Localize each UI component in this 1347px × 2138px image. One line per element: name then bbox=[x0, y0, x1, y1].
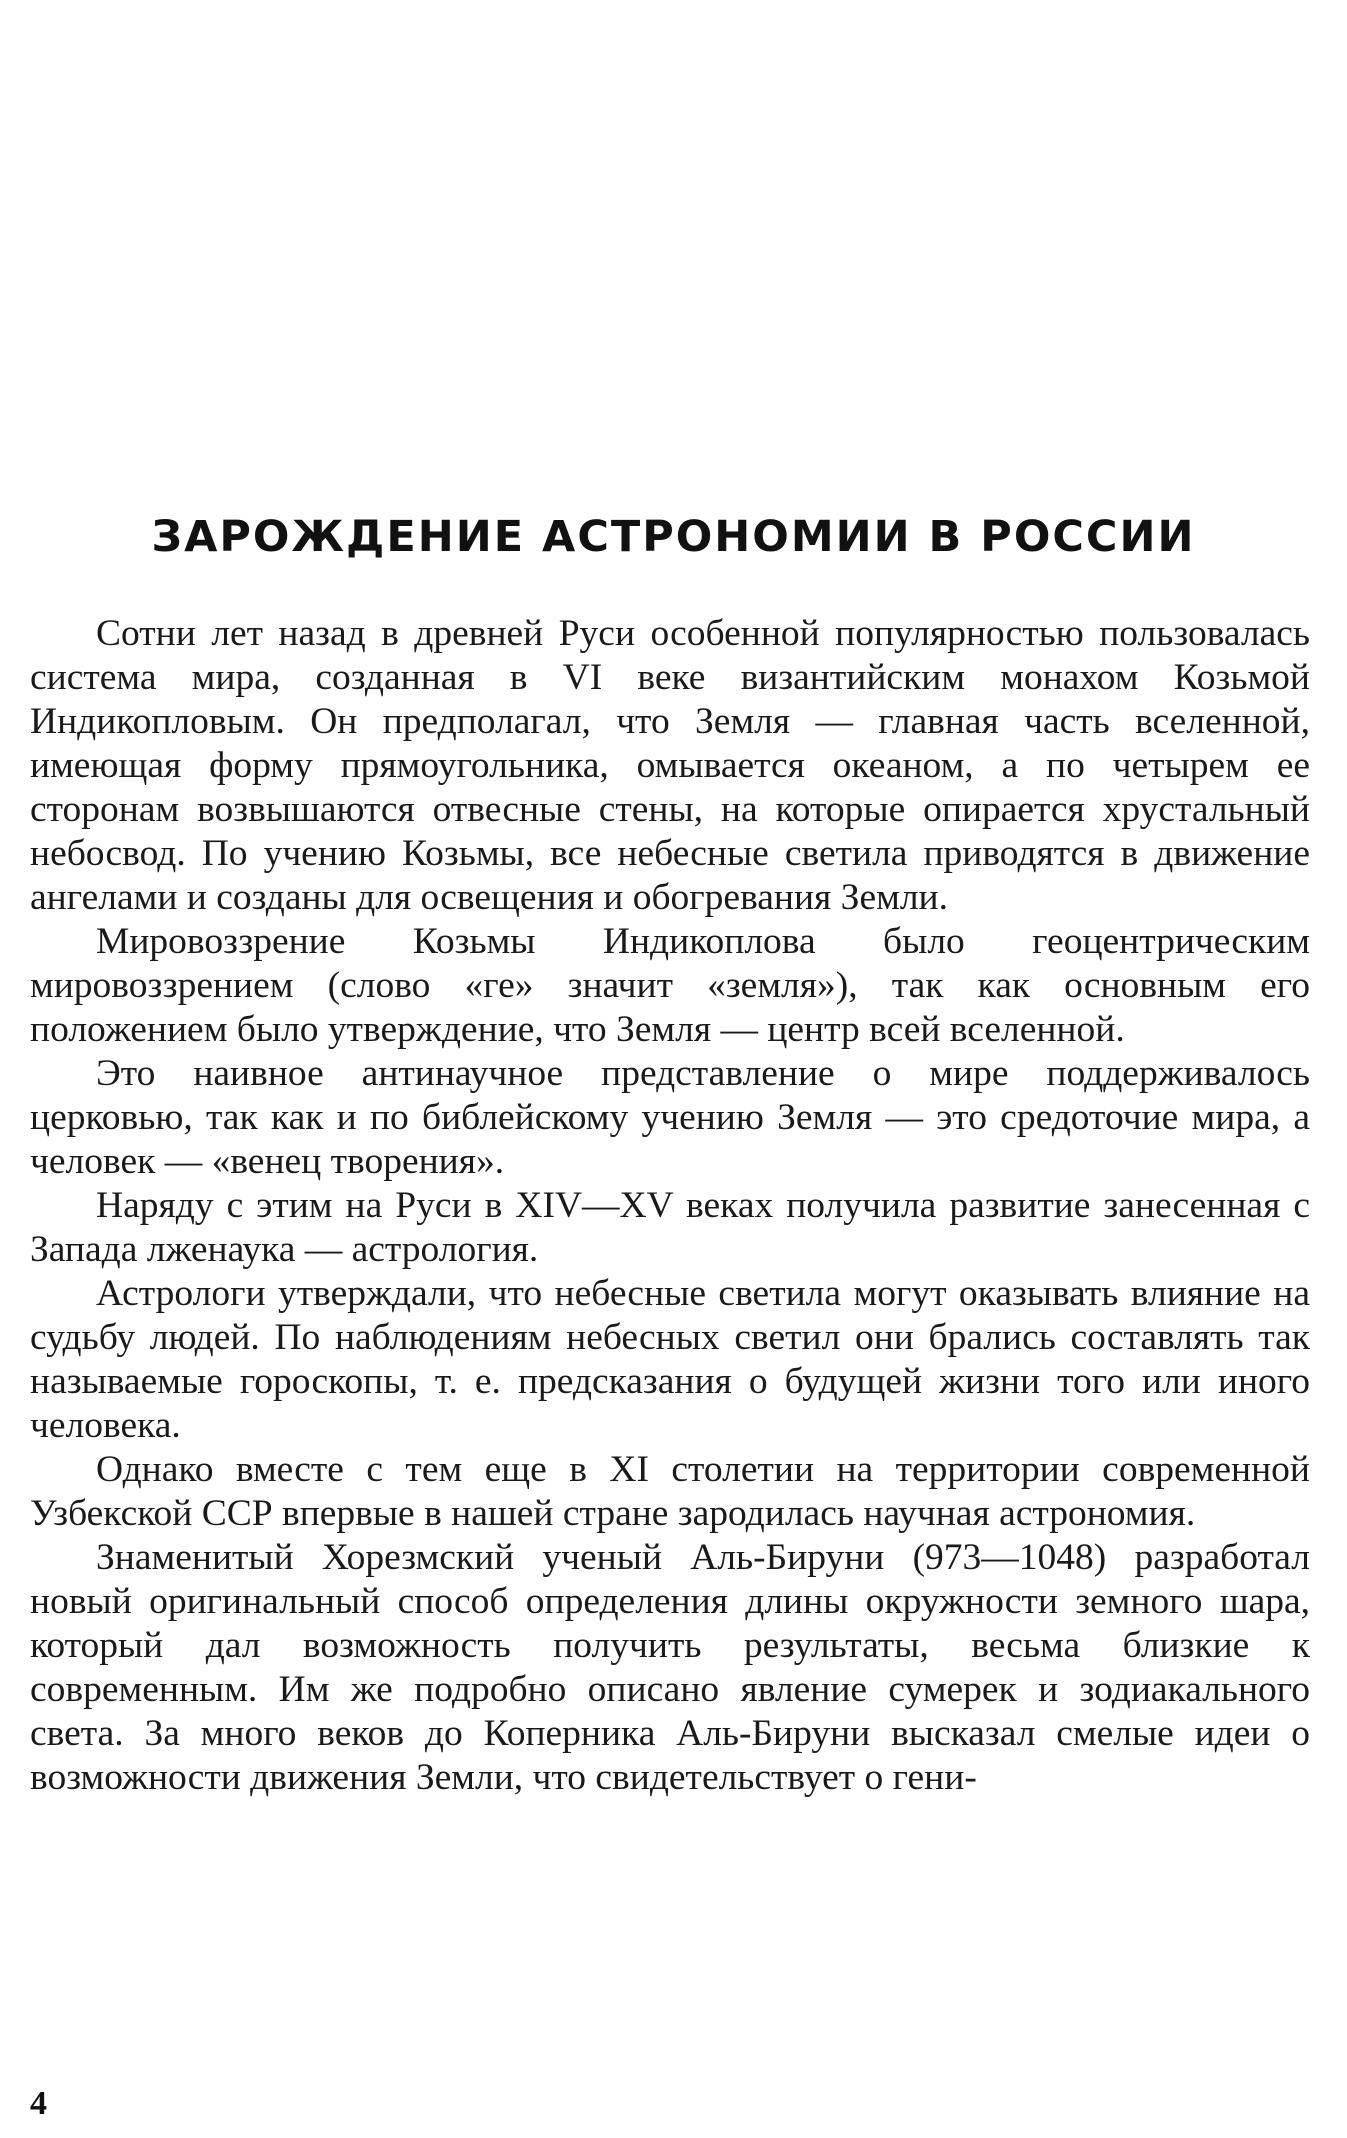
paragraph-1: Сотни лет назад в древней Руси особенной популярностью пользовалась система мира, созданная в VI веке византийским монахом Козьмой Индикопловым. Он предполагал, что Земля — главная часть вселенной, имеющая форму прямоугольника, омывается океаном, а по четырем ее сторонам возвышаются отвесные стены, на которые опирается хрустальный небосвод. По учению Козьмы, все небесные светила приводятся в движение ангелами и созданы для освещения и обогревания Земли. bbox=[30, 613, 1310, 918]
paragraph-4: Наряду с этим на Руси в XIV—XV веках получила развитие занесенная с Запада лженаука — астрология. bbox=[30, 1185, 1310, 1270]
page-number: 4 bbox=[30, 2085, 47, 2122]
paragraph-2: Мировоззрение Козьмы Индикоплова было геоцентрическим мировоззрением (слово «ге» значит «земля»), так как основным его положением было утверждение, что Земля — центр всей вселенной. bbox=[30, 921, 1310, 1050]
paragraph-6: Однако вместе с тем еще в XI столетии на территории современной Узбекской ССР впервые в нашей стране зародилась научная астрономия. bbox=[30, 1449, 1310, 1534]
paragraph-7: Знаменитый Хорезмский ученый Аль-Бируни (973—1048) разработал новый оригинальный способ определения длины окружности земного шара, который дал возможность получить результаты, весьма близкие к современным. Им же подробно описано явление сумерек и зодиакального света. За много веков до Коперника Аль-Бируни высказал смелые идеи о возможности движения Земли, что свидетельствует о гени- bbox=[30, 1537, 1310, 1798]
paragraph-3: Это наивное антинаучное представление о мире поддерживалось церковью, так как и по библейскому учению Земля — это средоточие мира, а человек — «венец творения». bbox=[30, 1053, 1310, 1182]
body-text bbox=[30, 612, 1310, 1800]
paragraph-5: Астрологи утверждали, что небесные светила могут оказывать влияние на судьбу людей. По наблюдениям небесных светил они брались составлять так называемые гороскопы, т. е. предсказания о будущей жизни того или иного человека. bbox=[30, 1273, 1310, 1446]
chapter-title: ЗАРОЖДЕНИЕ АСТРОНОМИИ В РОССИИ bbox=[151, 512, 1196, 562]
